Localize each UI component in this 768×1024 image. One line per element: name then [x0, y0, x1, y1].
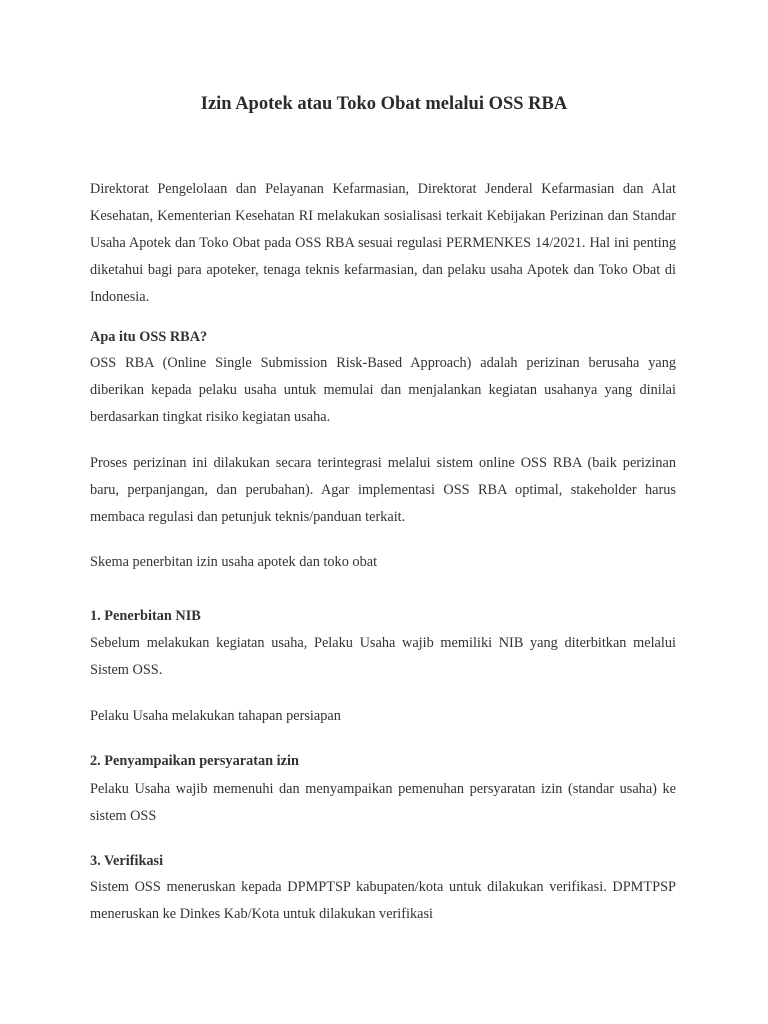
step-1-body: Sebelum melakukan kegiatan usaha, Pelaku Usaha wajib memiliki NIB yang diterbitkan melalui Sistem OSS.: [90, 635, 676, 678]
step-2-heading: 2. Penyampaikan persyaratan izin: [90, 753, 299, 769]
section-heading-what-is-oss: Apa itu OSS RBA?: [90, 329, 208, 345]
process-paragraph: Proses perizinan ini dilakukan secara terintegrasi melalui sistem online OSS RBA (baik perizinan baru, perpanjangan, dan perubahan). Agar implementasi OSS RBA optimal, stakeholder harus membaca regulasi dan petunjuk teknis/panduan terkait.: [90, 455, 676, 525]
step-3-body: Sistem OSS meneruskan kepada DPMPTSP kabupaten/kota untuk dilakukan verifikasi. DPMTPSP meneruskan ke Dinkes Kab/Kota untuk dilakukan verifikasi: [90, 879, 676, 922]
section-body-what-is-oss: OSS RBA (Online Single Submission Risk-Based Approach) adalah perizinan berusaha yang diberikan kepada pelaku usaha untuk memulai dan menjalankan kegiatan usahanya yang dinilai berdasarkan tingkat risiko kegiatan usaha.: [90, 355, 676, 425]
scheme-label: Skema penerbitan izin usaha apotek dan toko obat: [90, 554, 378, 570]
document-title: Izin Apotek atau Toko Obat melalui OSS RBA: [200, 94, 568, 114]
step-1-heading: 1. Penerbitan NIB: [90, 608, 201, 624]
step-2-body: Pelaku Usaha wajib memenuhi dan menyampaikan pemenuhan persyaratan izin (standar usaha) ke sistem OSS: [90, 781, 676, 824]
intro-paragraph: Direktorat Pengelolaan dan Pelayanan Kefarmasian, Direktorat Jenderal Kefarmasian dan Alat Kesehatan, Kementerian Kesehatan RI melakukan sosialisasi terkait Kebijakan Perizinan dan Standar Usaha Apotek dan Toko Obat pada OSS RBA sesuai regulasi PERMENKES 14/2021. Hal ini penting diketahui bagi para apoteker, tenaga teknis kefarmasian, dan pelaku usaha Apotek dan Toko Obat di Indonesia.: [90, 181, 676, 305]
step-1-extra: Pelaku Usaha melakukan tahapan persiapan: [90, 708, 341, 724]
step-3-heading: 3. Verifikasi: [90, 853, 164, 869]
